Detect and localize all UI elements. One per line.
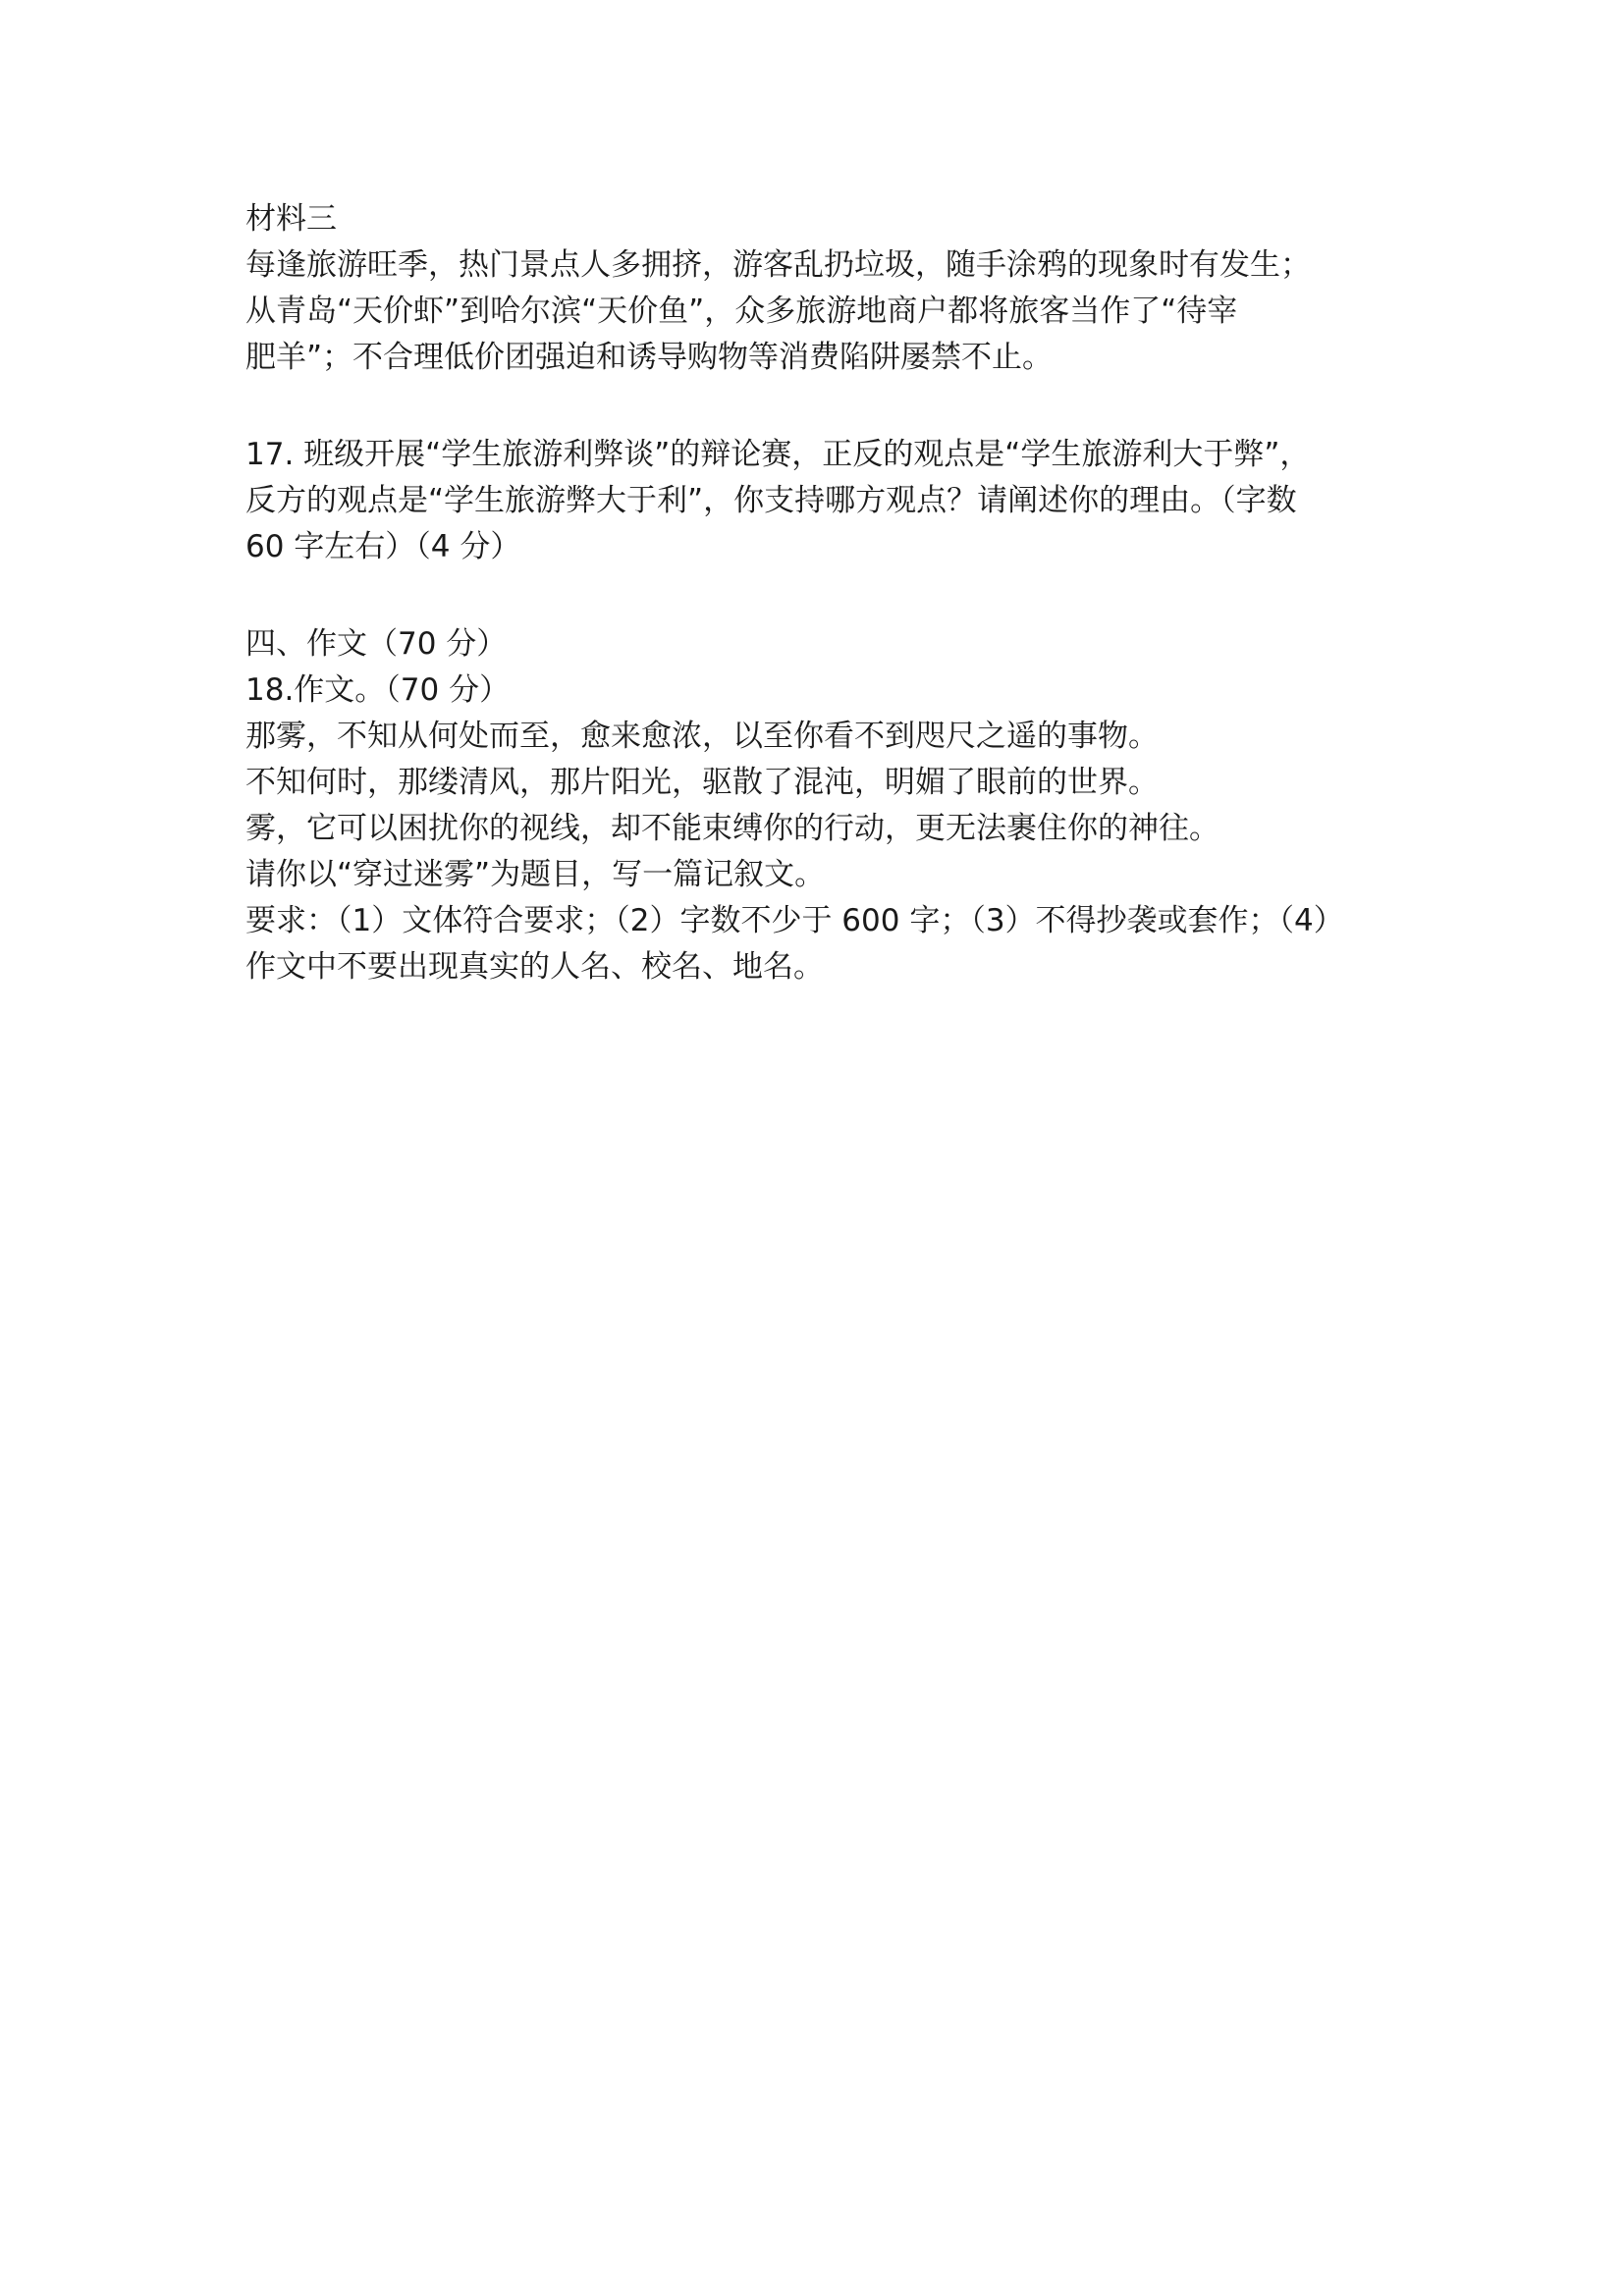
material-3-title: 材料三 [245,201,337,237]
question-18-title: 18.作文。（70 分） [245,672,511,708]
essay-requirements-line-2: 作文中不要出现真实的人名、校名、地名。 [245,949,824,985]
section-4-block [245,621,1404,990]
question-17-line-3: 60 字左右）（4 分） [245,529,521,564]
essay-prompt-line-4: 请你以“穿过迷雾”为题目，写一篇记叙文。 [245,857,826,892]
essay-prompt-line-3: 雾，它可以困扰你的视线，却不能束缚你的行动，更无法裹住你的神往。 [245,811,1219,846]
spacer [245,381,1404,432]
material-3-block [245,196,1404,381]
question-17-line-1: 17. 班级开展“学生旅游利弊谈”的辩论赛，正反的观点是“学生旅游利大于弊”， [245,437,1311,472]
question-17-line-2: 反方的观点是“学生旅游弊大于利”，你支持哪方观点？请阐述你的理由。（字数 [245,483,1297,518]
spacer [245,570,1404,621]
essay-prompt-line-2: 不知何时，那缕清风，那片阳光，驱散了混沌，明媚了眼前的世界。 [245,765,1159,800]
section-4-heading: 四、作文（70 分） [245,626,508,662]
essay-prompt-line-1: 那雾，不知从何处而至，愈来愈浓，以至你看不到咫尺之遥的事物。 [245,719,1159,754]
material-3-line-2: 从青岛“天价虾”到哈尔滨“天价鱼”，众多旅游地商户都将旅客当作了“待宰 [245,294,1238,329]
essay-requirements-line-1: 要求：（1）文体符合要求；（2）字数不少于 600 字；（3）不得抄袭或套作；（4） [245,903,1344,938]
question-17-block [245,432,1404,570]
document-page [245,196,1404,990]
material-3-line-3: 肥羊”；不合理低价团强迫和诱导购物等消费陷阱屡禁不止。 [245,340,1054,375]
material-3-line-1: 每逢旅游旺季，热门景点人多拥挤，游客乱扔垃圾，随手涂鸦的现象时有发生； [245,247,1311,283]
